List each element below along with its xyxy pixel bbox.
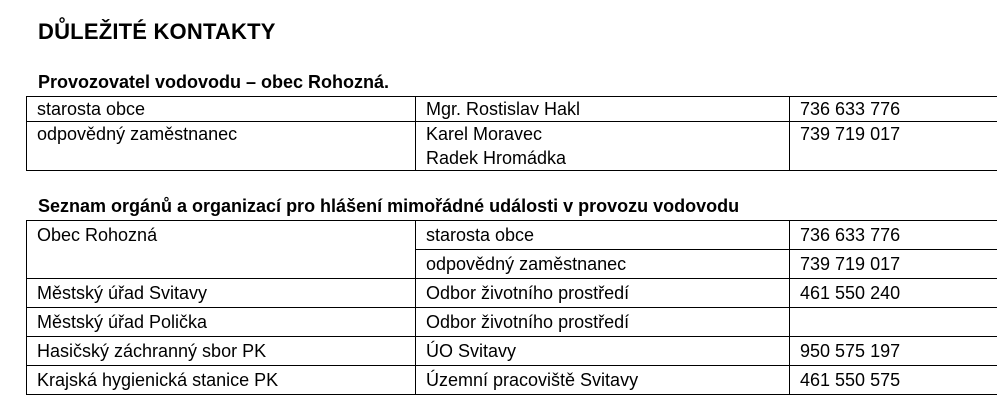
unit-cell: ÚO Svitavy: [416, 337, 790, 366]
table-row: [27, 122, 997, 171]
table-row: [27, 308, 997, 337]
table-row: [27, 279, 997, 308]
contact-name: Radek Hromádka: [426, 148, 567, 168]
contact-name: Mgr. Rostislav Hakl: [426, 99, 581, 119]
unit-cell: Odbor životního prostředí: [416, 308, 790, 337]
phone-cell: 461 550 240: [790, 279, 997, 308]
table-row: [27, 97, 997, 122]
phone-cell: 736 633 776: [790, 97, 997, 122]
org-cell: Městský úřad Svitavy: [27, 279, 416, 308]
emergency-heading: Seznam orgánů a organizací pro hlášení mimořádné události v provozu vodovodu: [38, 196, 740, 216]
page-title: DŮLEŽITÉ KONTAKTY: [38, 19, 276, 44]
emergency-contacts-table: [26, 220, 997, 395]
phone-cell: [790, 308, 997, 337]
org-cell: Krajská hygienická stanice PK: [27, 366, 416, 395]
table-row: [27, 366, 997, 395]
table-row: [27, 337, 997, 366]
name-cell: [416, 122, 790, 171]
phone-cell: 739 719 017: [790, 122, 997, 171]
org-cell: Městský úřad Polička: [27, 308, 416, 337]
phone-cell: 950 575 197: [790, 337, 997, 366]
phone-cell: 461 550 575: [790, 366, 997, 395]
name-cell: [416, 97, 790, 122]
unit-cell: odpovědný zaměstnanec: [416, 250, 790, 279]
org-cell: Obec Rohozná: [27, 221, 416, 279]
unit-cell: starosta obce: [416, 221, 790, 250]
role-cell: odpovědný zaměstnanec: [27, 122, 416, 171]
phone-cell: 739 719 017: [790, 250, 997, 279]
org-cell: Hasičský záchranný sbor PK: [27, 337, 416, 366]
role-cell: starosta obce: [27, 97, 416, 122]
contact-name: Karel Moravec: [426, 124, 543, 144]
unit-cell: Územní pracoviště Svitavy: [416, 366, 790, 395]
operator-contacts-table: [26, 96, 997, 171]
operator-heading: Provozovatel vodovodu – obec Rohozná.: [38, 72, 390, 92]
table-row: [27, 221, 997, 250]
unit-cell: Odbor životního prostředí: [416, 279, 790, 308]
phone-cell: 736 633 776: [790, 221, 997, 250]
